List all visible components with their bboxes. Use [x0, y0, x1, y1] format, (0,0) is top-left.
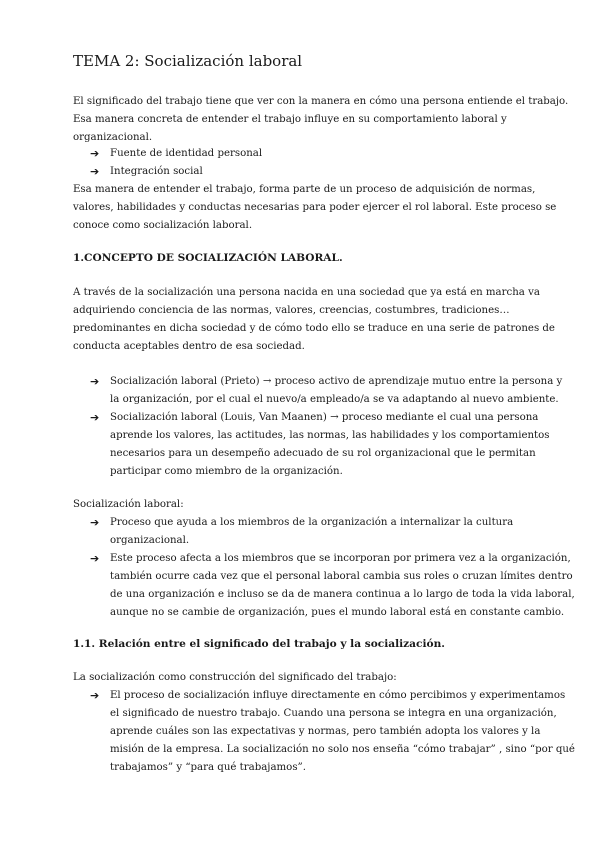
list-item: aunque no se cambie de organización, pues el mundo laboral está en constante cambio. [110, 607, 565, 618]
arrow-icon: ➔ [90, 516, 100, 529]
list-item: Proceso que ayuda a los miembros de la organización a internalizar la cultura [110, 517, 514, 528]
paragraph-line: A través de la socialización una persona nacida en una sociedad que ya está en marcha va [73, 287, 540, 298]
intro-line: organizacional. [73, 132, 153, 143]
list-item: Socialización laboral (Prieto) → proceso activo de aprendizaje mutuo entre la persona y [110, 376, 563, 387]
label: La socialización como construcción del significado del trabajo: [73, 672, 397, 683]
arrow-icon: ➔ [90, 689, 100, 702]
label: Socialización laboral: [73, 499, 184, 510]
arrow-icon: ➔ [90, 411, 100, 424]
intro-line: conoce como socialización laboral. [73, 220, 253, 231]
list-item: organizacional. [110, 535, 190, 546]
paragraph-line: conducta aceptables dentro de esa sociedad. [73, 341, 305, 352]
paragraph-line: adquiriendo conciencia de las normas, valores, creencias, costumbres, tradiciones… [73, 305, 510, 316]
subsection-heading: 1.1. Relación entre el significado del trabajo y la socialización. [73, 638, 445, 650]
list-item: Este proceso afecta a los miembros que se incorporan por primera vez a la organización, [110, 553, 571, 564]
list-item: Fuente de identidad personal [110, 148, 263, 159]
list-item: aprende cuáles son las expectativas y normas, pero también adopta los valores y la [110, 726, 541, 737]
intro-line: valores, habilidades y conductas necesarias para poder ejercer el rol laboral. Este proceso se [73, 202, 557, 213]
list-item: El proceso de socialización influye directamente en cómo percibimos y experimentamos [110, 690, 566, 701]
list-item: aprende los valores, las actitudes, las normas, las habilidades y los comportamientos [110, 430, 550, 441]
paragraph-line: predominantes en dicha sociedad y de cómo todo ello se traduce en una serie de patrones de [73, 323, 555, 334]
intro-line: El significado del trabajo tiene que ver con la manera en cómo una persona entiende el trabajo. [73, 96, 569, 107]
list-item: Socialización laboral (Louis, Van Maanen) → proceso mediante el cual una persona [110, 412, 539, 423]
list-item: también ocurre cada vez que el personal laboral cambia sus roles o cruzan límites dentro [110, 571, 573, 582]
page-title: TEMA 2: Socialización laboral [73, 52, 303, 70]
arrow-icon: ➔ [90, 375, 100, 388]
list-item: la organización, por el cual el nuevo/a empleado/a se va adaptando al nuevo ambiente. [110, 394, 559, 405]
list-item: Integración social [110, 166, 203, 177]
list-item: de una organización e incluso se da de manera continua a lo largo de toda la vida laboral, [110, 589, 575, 600]
intro-line: Esa manera de entender el trabajo, forma parte de un proceso de adquisición de normas, [73, 184, 536, 195]
list-item: misión de la empresa. La socialización no solo nos enseña “cómo trabajar” , sino “por qué [110, 744, 575, 755]
intro-line: Esa manera concreta de entender el trabajo influye en su comportamiento laboral y [73, 114, 507, 125]
list-item: participar como miembro de la organización. [110, 466, 343, 477]
list-item: necesarios para un desempeño adecuado de su rol organizacional que le permitan [110, 448, 536, 459]
arrow-icon: ➔ [90, 147, 100, 160]
list-item: el significado de nuestro trabajo. Cuando una persona se integra en una organización, [110, 708, 557, 719]
section-heading: 1.CONCEPTO DE SOCIALIZACIÓN LABORAL. [73, 252, 343, 264]
list-item: trabajamos” y “para qué trabajamos”. [110, 762, 306, 773]
arrow-icon: ➔ [90, 165, 100, 178]
arrow-icon: ➔ [90, 552, 100, 565]
